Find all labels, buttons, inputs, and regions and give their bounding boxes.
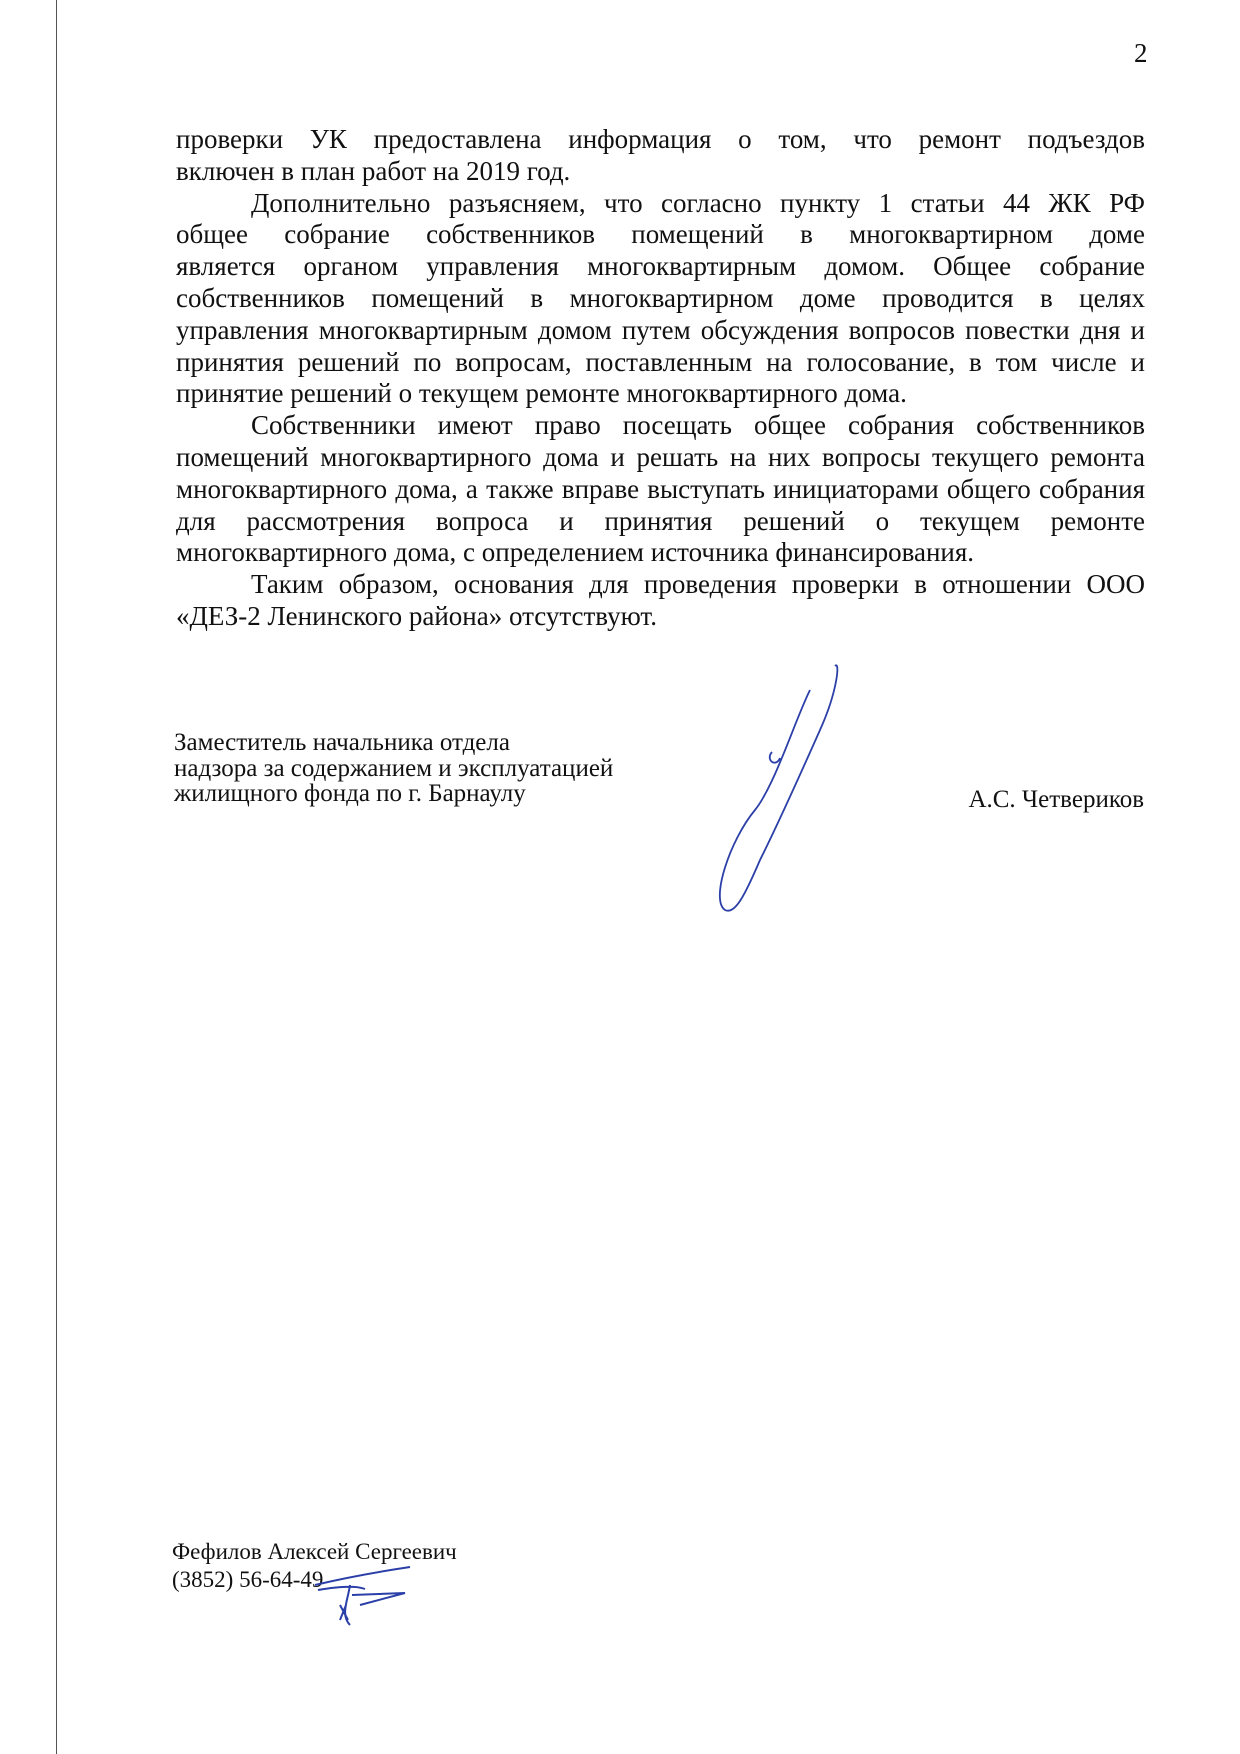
paragraph-line: помещений многоквартирного дома и решать на них вопросы текущего ремонта — [176, 441, 1145, 472]
paragraph-line: общее собрание собственников помещений в многоквартирном доме — [176, 219, 1145, 250]
paragraph-line: принятие решений о текущем ремонте многоквартирного дома. — [176, 378, 907, 409]
paragraph-line: для рассмотрения вопроса и принятия решений о текущем ремонте — [176, 505, 1145, 536]
paragraph-line: принятия решений по вопросам, поставленным на голосование, в том числе и — [176, 346, 1145, 377]
paragraph-line: «ДЕЗ-2 Ленинского района» отсутствуют. — [176, 600, 657, 631]
paragraph-line: многоквартирного дома, с определением источника финансирования. — [176, 537, 975, 568]
paragraph-line: управления многоквартирным домом путем обсуждения вопросов повестки дня и — [176, 314, 1145, 345]
paragraph — [176, 188, 1145, 411]
position-line: надзора за содержанием и эксплуатацией — [174, 754, 614, 782]
paragraph — [176, 124, 1145, 188]
paragraph-line: Собственники имеют право посещать общее собрания собственников — [251, 410, 1145, 441]
executor-name: Фефилов Алексей Сергеевич — [172, 1539, 457, 1564]
signatory-name: А.С. Четвериков — [968, 786, 1144, 813]
page-margin-line — [56, 0, 57, 1754]
paragraph — [176, 410, 1145, 569]
paragraph-line: является органом управления многоквартирным домом. Общее собрание — [176, 251, 1145, 282]
executor-initials-signature — [310, 1565, 420, 1635]
page-number: 2 — [1134, 38, 1148, 68]
executor-phone: (3852) 56-64-49 — [172, 1567, 324, 1592]
letter-body — [176, 124, 1145, 633]
paragraph — [176, 569, 1145, 633]
paragraph-line: собственников помещений в многоквартирном доме проводится в целях — [176, 282, 1145, 313]
position-line: жилищного фонда по г. Барнаулу — [174, 780, 526, 808]
position-line: Заместитель начальника отдела — [174, 729, 510, 756]
paragraph-line: Таким образом, основания для проведения проверки в отношении ООО — [251, 569, 1145, 600]
paragraph-line: многоквартирного дома, а также вправе выступать инициаторами общего собрания — [176, 473, 1145, 504]
signatory-position — [174, 730, 613, 807]
handwritten-signature — [700, 660, 850, 920]
paragraph-line: проверки УК предоставлена информация о том, что ремонт подъездов — [176, 124, 1145, 154]
paragraph-line: Дополнительно разъясняем, что согласно пункту 1 статьи 44 ЖК РФ — [251, 187, 1145, 218]
paragraph-line: включен в план работ на 2019 год. — [176, 155, 571, 186]
